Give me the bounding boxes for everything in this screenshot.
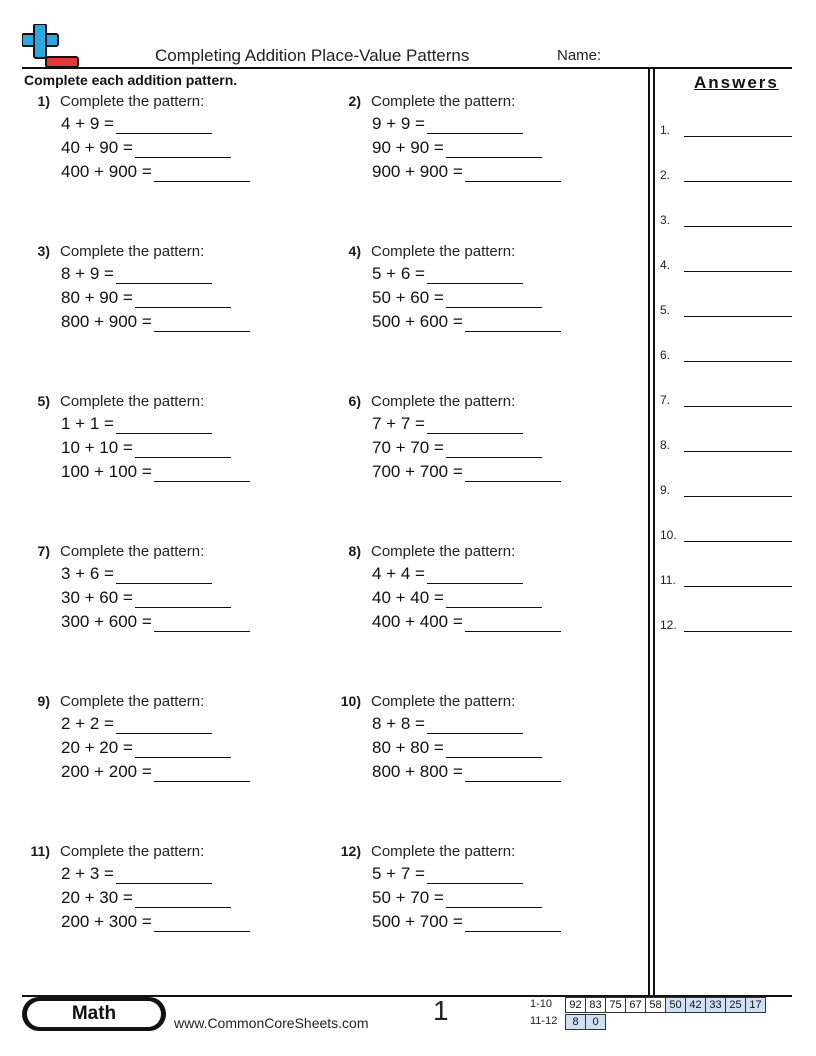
equation-line: [372, 762, 561, 782]
answer-blank[interactable]: [135, 590, 231, 608]
score-cell: 83: [586, 998, 606, 1013]
answer-blank[interactable]: [446, 140, 542, 158]
problem-6: [335, 393, 635, 493]
score-cell: 25: [726, 998, 746, 1013]
answer-number: 1.: [660, 123, 671, 137]
answer-blank[interactable]: [154, 614, 250, 632]
equation-text: 40 + 90 =: [61, 138, 133, 157]
answer-blank[interactable]: [465, 164, 561, 182]
page-number: 1: [433, 995, 449, 1026]
subject-label: Math: [27, 1001, 161, 1027]
equation-line: [61, 288, 231, 308]
answer-line[interactable]: [684, 136, 792, 137]
problem-number: 4): [348, 243, 361, 259]
answer-blank[interactable]: [116, 566, 212, 584]
equation-line: [61, 264, 212, 284]
equation-text: 3 + 6 =: [61, 564, 114, 583]
answer-slot[interactable]: [660, 121, 792, 139]
equation-text: 10 + 10 =: [61, 438, 133, 457]
problem-prompt: Complete the pattern:: [60, 93, 205, 110]
score-cell: 17: [746, 998, 766, 1013]
equation-line: [372, 288, 542, 308]
equation-text: 500 + 700 =: [372, 912, 463, 931]
equation-line: [372, 114, 523, 134]
equation-line: [61, 888, 231, 908]
problem-prompt: Complete the pattern:: [60, 243, 205, 260]
score-range-label: 11-12: [530, 1015, 558, 1027]
equation-text: 5 + 6 =: [372, 264, 425, 283]
problem-prompt: Complete the pattern:: [60, 543, 205, 560]
problem-prompt: Complete the pattern:: [371, 243, 516, 260]
problem-number: 10): [340, 693, 361, 709]
answer-line[interactable]: [684, 541, 792, 542]
answer-blank[interactable]: [116, 416, 212, 434]
answer-blank[interactable]: [154, 914, 250, 932]
equation-line: [61, 762, 250, 782]
equation-text: 400 + 900 =: [61, 162, 152, 181]
problem-number: 5): [37, 393, 50, 409]
answer-number: 6.: [660, 348, 671, 362]
answer-line[interactable]: [684, 631, 792, 632]
answer-line[interactable]: [684, 496, 792, 497]
equation-line: [372, 138, 542, 158]
plus-minus-logo-icon: [22, 24, 80, 68]
score-cell: 33: [706, 998, 726, 1013]
equation-text: 50 + 60 =: [372, 288, 444, 307]
equation-line: [61, 312, 250, 332]
equation-text: 400 + 400 =: [372, 612, 463, 631]
answer-slot[interactable]: [660, 211, 792, 229]
problem-4: [335, 243, 635, 343]
answer-line[interactable]: [684, 406, 792, 407]
equation-text: 50 + 70 =: [372, 888, 444, 907]
equation-line: [61, 114, 212, 134]
equation-line: [372, 264, 523, 284]
problem-number: 12): [340, 843, 361, 859]
answer-line[interactable]: [684, 181, 792, 182]
answer-blank[interactable]: [446, 590, 542, 608]
problem-number: 2): [348, 93, 361, 109]
answer-blank[interactable]: [116, 866, 212, 884]
equation-text: 80 + 90 =: [61, 288, 133, 307]
problem-5: [24, 393, 324, 493]
problem-number: 3): [37, 243, 50, 259]
instructions: Complete each addition pattern.: [24, 72, 238, 88]
answer-blank[interactable]: [446, 290, 542, 308]
answer-blank[interactable]: [446, 740, 542, 758]
answer-number: 5.: [660, 303, 671, 317]
column-divider: [648, 68, 650, 996]
problem-7: [24, 543, 324, 643]
answer-blank[interactable]: [427, 116, 523, 134]
answer-blank[interactable]: [446, 440, 542, 458]
answer-blank[interactable]: [116, 116, 212, 134]
equation-line: [61, 864, 212, 884]
equation-line: [372, 912, 561, 932]
equation-text: 5 + 7 =: [372, 864, 425, 883]
equation-text: 9 + 9 =: [372, 114, 425, 133]
equation-text: 200 + 200 =: [61, 762, 152, 781]
problem-1: [24, 93, 324, 193]
equation-text: 200 + 300 =: [61, 912, 152, 931]
score-cell: 58: [646, 998, 666, 1013]
equation-line: [372, 738, 542, 758]
answer-slot[interactable]: [660, 571, 792, 589]
problem-number: 6): [348, 393, 361, 409]
column-divider: [653, 68, 655, 996]
score-cell: 75: [606, 998, 626, 1013]
answer-line[interactable]: [684, 586, 792, 587]
problem-3: [24, 243, 324, 343]
answer-number: 9.: [660, 483, 671, 497]
page-title: Completing Addition Place-Value Patterns: [155, 46, 470, 65]
equation-line: [61, 162, 250, 182]
answer-line[interactable]: [684, 226, 792, 227]
equation-line: [61, 414, 212, 434]
equation-line: [372, 864, 523, 884]
problem-8: [335, 543, 635, 643]
score-range-label: 1-10: [530, 998, 553, 1010]
equation-line: [372, 438, 542, 458]
score-cell: 8: [566, 1015, 586, 1030]
problem-number: 7): [37, 543, 50, 559]
equation-text: 40 + 40 =: [372, 588, 444, 607]
equation-line: [61, 462, 250, 482]
answer-slot[interactable]: [660, 166, 792, 184]
problem-2: [335, 93, 635, 193]
score-cell: 92: [566, 998, 586, 1013]
equation-line: [61, 564, 212, 584]
answer-blank[interactable]: [135, 740, 231, 758]
header-divider: [22, 67, 792, 69]
problem-prompt: Complete the pattern:: [60, 693, 205, 710]
score-cell: 0: [586, 1015, 606, 1030]
equation-line: [372, 564, 523, 584]
answer-blank[interactable]: [465, 314, 561, 332]
answer-line[interactable]: [684, 316, 792, 317]
equation-line: [372, 162, 561, 182]
equation-text: 2 + 2 =: [61, 714, 114, 733]
answer-slot[interactable]: [660, 616, 792, 634]
name-label: Name:: [557, 47, 602, 64]
answer-blank[interactable]: [154, 164, 250, 182]
answer-blank[interactable]: [154, 464, 250, 482]
score-cell: 67: [626, 998, 646, 1013]
problem-number: 1): [37, 93, 50, 109]
equation-line: [61, 438, 231, 458]
equation-text: 30 + 60 =: [61, 588, 133, 607]
answer-blank[interactable]: [135, 890, 231, 908]
answer-blank[interactable]: [154, 764, 250, 782]
answer-blank[interactable]: [465, 914, 561, 932]
answer-number: 3.: [660, 213, 671, 227]
answer-number: 11.: [660, 573, 676, 587]
equation-line: [372, 612, 561, 632]
answer-blank[interactable]: [446, 890, 542, 908]
problem-prompt: Complete the pattern:: [371, 393, 516, 410]
score-cell: 50: [666, 998, 686, 1013]
problem-12: [335, 843, 635, 943]
answer-blank[interactable]: [116, 266, 212, 284]
answer-slot[interactable]: [660, 301, 792, 319]
answer-slot[interactable]: [660, 256, 792, 274]
answer-blank[interactable]: [465, 614, 561, 632]
equation-text: 8 + 9 =: [61, 264, 114, 283]
equation-text: 800 + 800 =: [372, 762, 463, 781]
equation-text: 80 + 80 =: [372, 738, 444, 757]
answer-blank[interactable]: [135, 440, 231, 458]
equation-text: 7 + 7 =: [372, 414, 425, 433]
answer-blank[interactable]: [135, 140, 231, 158]
answer-slot[interactable]: [660, 346, 792, 364]
answer-blank[interactable]: [427, 716, 523, 734]
answer-number: 12.: [660, 618, 677, 632]
answer-slot[interactable]: [660, 391, 792, 409]
equation-text: 8 + 8 =: [372, 714, 425, 733]
answer-blank[interactable]: [116, 716, 212, 734]
equation-text: 500 + 600 =: [372, 312, 463, 331]
site-url: www.CommonCoreSheets.com: [174, 1015, 369, 1031]
problem-10: [335, 693, 635, 793]
answer-blank[interactable]: [427, 566, 523, 584]
equation-line: [372, 888, 542, 908]
answer-slot[interactable]: [660, 526, 792, 544]
answer-line[interactable]: [684, 361, 792, 362]
equation-line: [61, 588, 231, 608]
equation-text: 4 + 4 =: [372, 564, 425, 583]
answer-blank[interactable]: [135, 290, 231, 308]
answer-number: 8.: [660, 438, 671, 452]
equation-text: 20 + 20 =: [61, 738, 133, 757]
problem-number: 11): [30, 843, 50, 859]
answer-slot[interactable]: [660, 436, 792, 454]
equation-line: [372, 414, 523, 434]
problem-9: [24, 693, 324, 793]
equation-line: [61, 912, 250, 932]
equation-line: [372, 588, 542, 608]
answer-blank[interactable]: [427, 866, 523, 884]
equation-text: 70 + 70 =: [372, 438, 444, 457]
equation-text: 4 + 9 =: [61, 114, 114, 133]
answer-number: 7.: [660, 393, 671, 407]
problem-prompt: Complete the pattern:: [371, 543, 516, 560]
problem-number: 9): [37, 693, 50, 709]
score-row: [565, 997, 766, 1013]
problem-11: [24, 843, 324, 943]
answer-blank[interactable]: [465, 464, 561, 482]
answer-number: 4.: [660, 258, 671, 272]
problem-prompt: Complete the pattern:: [371, 93, 516, 110]
answer-line[interactable]: [684, 451, 792, 452]
answer-blank[interactable]: [427, 416, 523, 434]
equation-text: 100 + 100 =: [61, 462, 152, 481]
equation-text: 90 + 90 =: [372, 138, 444, 157]
equation-text: 2 + 3 =: [61, 864, 114, 883]
equation-text: 800 + 900 =: [61, 312, 152, 331]
equation-text: 20 + 30 =: [61, 888, 133, 907]
score-row: [565, 1014, 606, 1030]
equation-text: 300 + 600 =: [61, 612, 152, 631]
equation-line: [61, 138, 231, 158]
equation-line: [61, 714, 212, 734]
equation-line: [372, 714, 523, 734]
answer-number: 2.: [660, 168, 671, 182]
answer-blank[interactable]: [427, 266, 523, 284]
equation-line: [372, 462, 561, 482]
answers-title: Answers: [694, 73, 779, 92]
answer-blank[interactable]: [154, 314, 250, 332]
equation-line: [61, 612, 250, 632]
answer-number: 10.: [660, 528, 677, 542]
equation-line: [61, 738, 231, 758]
answer-blank[interactable]: [465, 764, 561, 782]
equation-text: 1 + 1 =: [61, 414, 114, 433]
answer-slot[interactable]: [660, 481, 792, 499]
problem-prompt: Complete the pattern:: [60, 843, 205, 860]
equation-text: 700 + 700 =: [372, 462, 463, 481]
answer-line[interactable]: [684, 271, 792, 272]
problem-prompt: Complete the pattern:: [60, 393, 205, 410]
problem-prompt: Complete the pattern:: [371, 693, 516, 710]
equation-text: 900 + 900 =: [372, 162, 463, 181]
equation-line: [372, 312, 561, 332]
problem-prompt: Complete the pattern:: [371, 843, 516, 860]
problem-number: 8): [348, 543, 361, 559]
score-cell: 42: [686, 998, 706, 1013]
